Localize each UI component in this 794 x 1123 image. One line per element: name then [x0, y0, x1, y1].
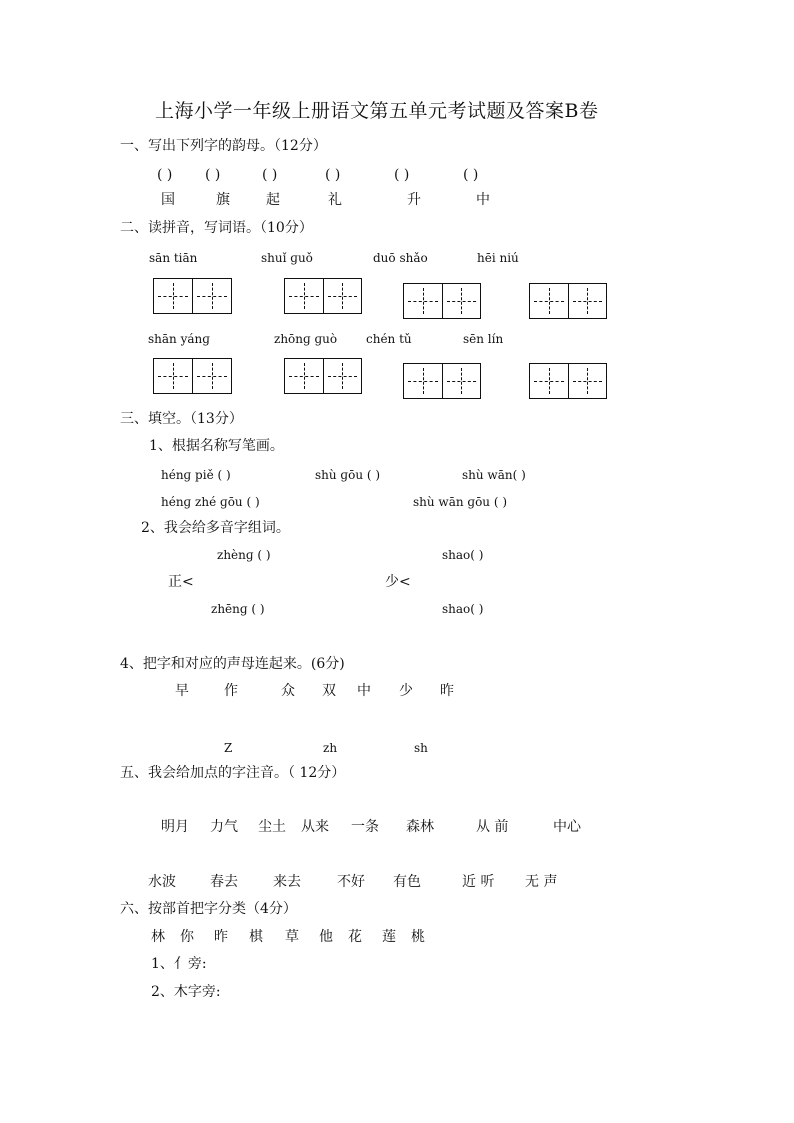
- word: 有色: [393, 874, 421, 890]
- polyphone-answer: shao( ): [442, 602, 484, 616]
- section-5-heading: 五、我会给加点的字注音。（ 12分）: [120, 765, 346, 781]
- character: 少: [399, 683, 413, 699]
- character: 旗: [216, 192, 230, 208]
- writing-grid[interactable]: [403, 283, 481, 319]
- question-label: 2、木字旁:: [151, 984, 221, 1000]
- word: 来去: [273, 874, 301, 890]
- character: 众: [281, 683, 295, 699]
- character: 莲: [382, 929, 396, 945]
- word: 从 前: [476, 819, 509, 835]
- word: 从来: [301, 819, 329, 835]
- pinyin-label: chén tǔ: [366, 332, 412, 346]
- writing-grid[interactable]: [153, 278, 232, 314]
- initial-label: zh: [323, 741, 338, 755]
- writing-grid[interactable]: [529, 363, 607, 399]
- word: 森林: [406, 819, 434, 835]
- character: 林: [151, 929, 165, 945]
- polyphone-character: 正<: [168, 574, 194, 590]
- section-1-heading: 一、写出下列字的韵母。（12分）: [120, 138, 327, 154]
- character: 中: [476, 192, 490, 208]
- section-3-heading: 三、填空。（13分）: [120, 411, 243, 427]
- character: 桃: [411, 929, 425, 945]
- character: 昨: [440, 683, 454, 699]
- character: 中: [357, 683, 371, 699]
- section-6-heading: 六、按部首把字分类（4分）: [120, 901, 297, 917]
- polyphone-answer: zhènɡ ( ): [217, 548, 271, 562]
- stroke-question: hénɡ piě ( ): [161, 468, 231, 482]
- writing-grid[interactable]: [284, 358, 362, 394]
- character: 花: [348, 929, 362, 945]
- polyphone-answer: zhēnɡ ( ): [211, 602, 265, 616]
- word: 无 声: [525, 874, 558, 890]
- word: 明月: [161, 819, 189, 835]
- character: 他: [319, 929, 333, 945]
- word: 春去: [210, 874, 238, 890]
- word: 近 听: [462, 874, 495, 890]
- pinyin-label: sēn lín: [463, 332, 504, 346]
- question-label: 2、我会给多音字组词。: [141, 520, 290, 536]
- word: 不好: [337, 874, 365, 890]
- word: 水波: [148, 874, 176, 890]
- character: 礼: [328, 192, 342, 208]
- character: 起: [266, 192, 280, 208]
- character: 国: [161, 192, 175, 208]
- page-title: 上海小学一年级上册语文第五单元考试题及答案B卷: [155, 100, 599, 122]
- writing-grid[interactable]: [529, 283, 607, 319]
- stroke-question: shù wān ɡōu ( ): [413, 495, 508, 509]
- answer-blank: ( ): [157, 167, 173, 183]
- character: 作: [224, 683, 238, 699]
- pinyin-label: sān tiān: [149, 251, 198, 265]
- character: 双: [322, 683, 336, 699]
- character: 昨: [214, 929, 228, 945]
- character: 棋: [249, 929, 263, 945]
- question-label: 1、亻旁:: [151, 956, 207, 972]
- section-4-heading: 4、把字和对应的声母连起来。(6分): [120, 656, 345, 672]
- initial-label: Z: [224, 741, 233, 755]
- question-label: 1、根据名称写笔画。: [149, 438, 284, 454]
- character: 升: [407, 192, 421, 208]
- word: 尘土: [258, 819, 286, 835]
- character: 你: [180, 929, 194, 945]
- answer-blank: ( ): [262, 167, 278, 183]
- polyphone-answer: shao( ): [442, 548, 484, 562]
- stroke-question: shù wān( ): [462, 468, 526, 482]
- answer-blank: ( ): [325, 167, 341, 183]
- initial-label: sh: [414, 741, 428, 755]
- answer-blank: ( ): [463, 167, 479, 183]
- pinyin-label: shuǐ ɡuǒ: [261, 251, 313, 265]
- word: 中心: [553, 819, 581, 835]
- pinyin-label: hēi niú: [477, 251, 519, 265]
- answer-blank: ( ): [394, 167, 410, 183]
- pinyin-label: zhōnɡ ɡuò: [274, 332, 338, 346]
- pinyin-label: duō shǎo: [373, 251, 428, 265]
- word: 力气: [210, 819, 238, 835]
- section-2-heading: 二、读拼音，写词语。（10分）: [120, 220, 313, 236]
- answer-blank: ( ): [205, 167, 221, 183]
- writing-grid[interactable]: [153, 358, 232, 394]
- character: 草: [285, 929, 299, 945]
- character: 早: [175, 683, 189, 699]
- pinyin-label: shān yánɡ: [148, 332, 210, 346]
- word: 一条: [351, 819, 379, 835]
- stroke-question: shù ɡōu ( ): [315, 468, 381, 482]
- writing-grid[interactable]: [284, 278, 362, 314]
- stroke-question: hénɡ zhé ɡōu ( ): [161, 495, 260, 509]
- polyphone-character: 少<: [385, 574, 411, 590]
- writing-grid[interactable]: [403, 363, 481, 399]
